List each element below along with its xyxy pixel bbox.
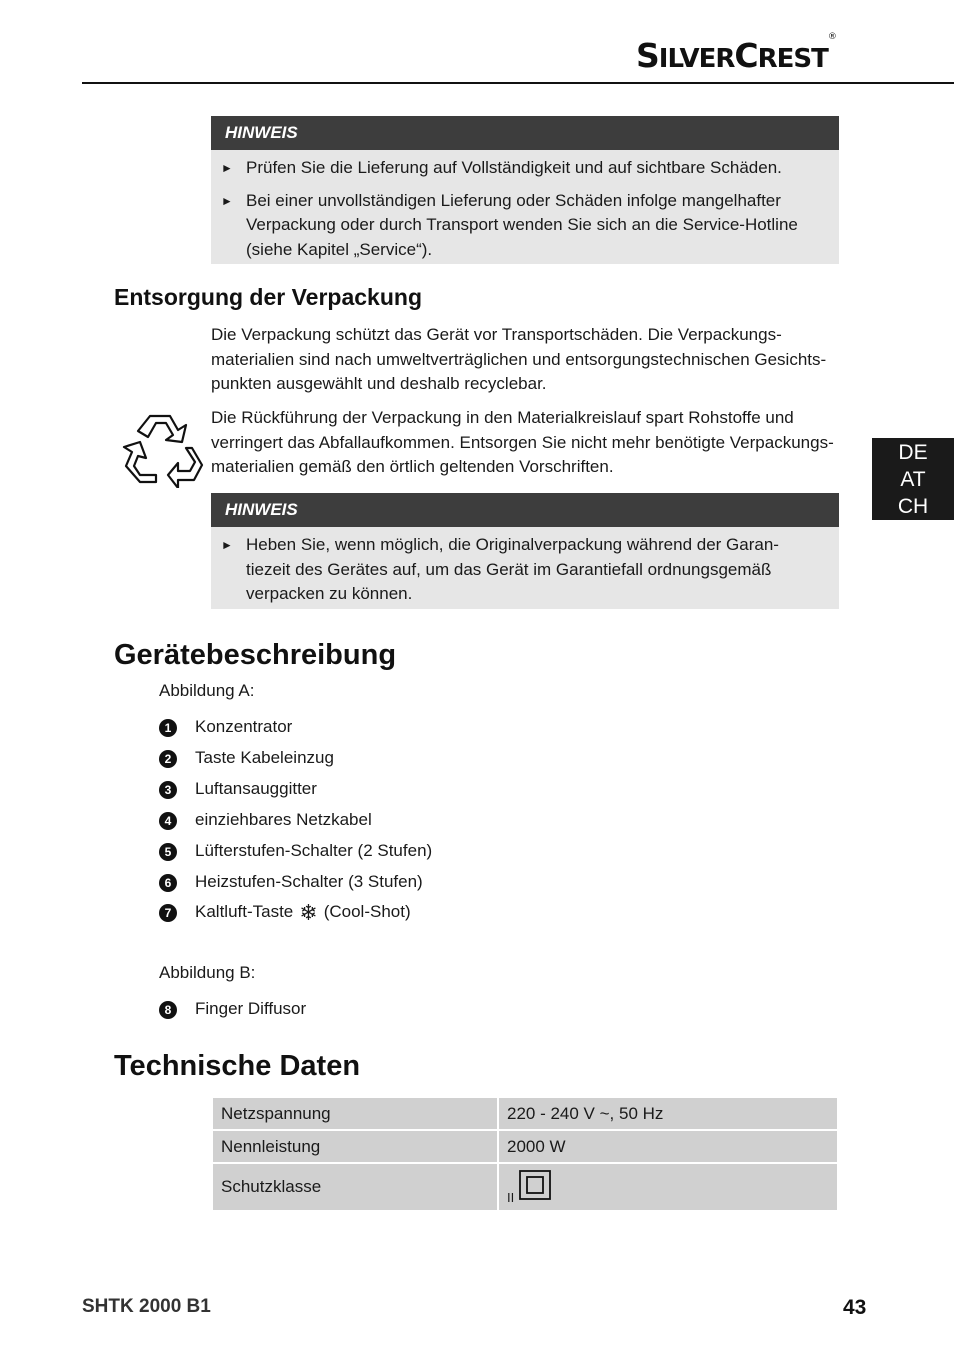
- arrow-bullet-icon: ►: [221, 161, 233, 175]
- disposal-paragraph-1: Die Verpackung schützt das Gerät vor Transportschäden. Die Verpackungs-materialien sind nach umweltverträglichen und entsorgungstechnischen Gesichts-punkten ausgewählt und deshalb recyclebar.: [211, 325, 827, 393]
- number-badge: 7: [159, 904, 177, 922]
- recycling-icon: [120, 408, 204, 488]
- note-item: ► Heben Sie, wenn möglich, die Originalverpackung während der Garan-tiezeit des Gerätes auf, um das Gerät im Garantiefall ordnungsgemäß verpacken zu können.: [221, 535, 779, 603]
- arrow-bullet-icon: ►: [221, 193, 233, 208]
- protection-class-icon: [519, 1170, 551, 1205]
- list-item: 8 Finger Diffusor: [159, 997, 306, 1021]
- brand-logo: SILVERCREST®: [636, 32, 836, 75]
- disposal-paragraph-2: Die Rückführung der Verpackung in den Materialkreislauf spart Rohstoffe und verringert das Abfallaufkommen. Entsorgen Sie nicht mehr benötigte Verpackungs-materialien gemäß den örtlich geltenden Vorschriften.: [211, 408, 834, 476]
- list-item: 4 einziehbares Netzkabel: [159, 808, 372, 832]
- table-row: [213, 1098, 837, 1129]
- table-cell: Netzspannung: [213, 1098, 497, 1129]
- figure-a-label: Abbildung A:: [159, 681, 255, 700]
- model-number: SHTK 2000 B1: [82, 1296, 211, 1317]
- list-item: 5 Lüfterstufen-Schalter (2 Stufen): [159, 839, 432, 863]
- list-item: 6 Heizstufen-Schalter (3 Stufen): [159, 870, 423, 894]
- list-item: 3 Luftansauggitter: [159, 777, 317, 801]
- language-tab: DE AT CH: [872, 438, 954, 520]
- list-item: 2 Taste Kabeleinzug: [159, 746, 334, 770]
- header-rule: [82, 82, 954, 84]
- list-item: 1 Konzentrator: [159, 715, 292, 739]
- snowflake-icon: ❄: [299, 899, 318, 925]
- note-item: ► Prüfen Sie die Lieferung auf Vollständigkeit und auf sichtbare Schäden.: [211, 156, 839, 181]
- table-cell: 220 - 240 V ~, 50 Hz: [499, 1098, 837, 1129]
- number-badge: 5: [159, 843, 177, 861]
- table-cell: Nennleistung: [213, 1131, 497, 1162]
- table-row: [213, 1164, 837, 1210]
- number-badge: 2: [159, 750, 177, 768]
- note-box-delivery: [211, 116, 839, 264]
- number-badge: 3: [159, 781, 177, 799]
- number-badge: 6: [159, 874, 177, 892]
- arrow-bullet-icon: ►: [221, 538, 233, 552]
- section-heading-description: Gerätebeschreibung: [114, 639, 397, 671]
- list-item: 7 Kaltluft-Taste ❄ (Cool-Shot): [159, 900, 411, 924]
- number-badge: 1: [159, 719, 177, 737]
- note-box-packaging: [211, 493, 839, 609]
- note-title: HINWEIS: [211, 493, 839, 527]
- note-item: ► Bei einer unvollständigen Lieferung oder Schäden infolge mangelhafter Verpackung oder durch Transport wenden Sie sich an die Service-Hotline (siehe Kapitel „Service“).: [221, 190, 798, 259]
- table-cell: 2000 W: [499, 1131, 837, 1162]
- table-cell: Schutzklasse: [213, 1164, 497, 1210]
- section-heading-disposal: Entsorgung der Verpackung: [114, 284, 422, 310]
- number-badge: 8: [159, 1001, 177, 1019]
- figure-b-label: Abbildung B:: [159, 963, 256, 982]
- page-number: 43: [843, 1296, 867, 1319]
- table-cell: II: [499, 1164, 837, 1210]
- table-row: [213, 1131, 837, 1162]
- section-heading-specs: Technische Daten: [114, 1050, 361, 1082]
- specs-table: [211, 1096, 839, 1212]
- note-title: HINWEIS: [211, 116, 839, 150]
- number-badge: 4: [159, 812, 177, 830]
